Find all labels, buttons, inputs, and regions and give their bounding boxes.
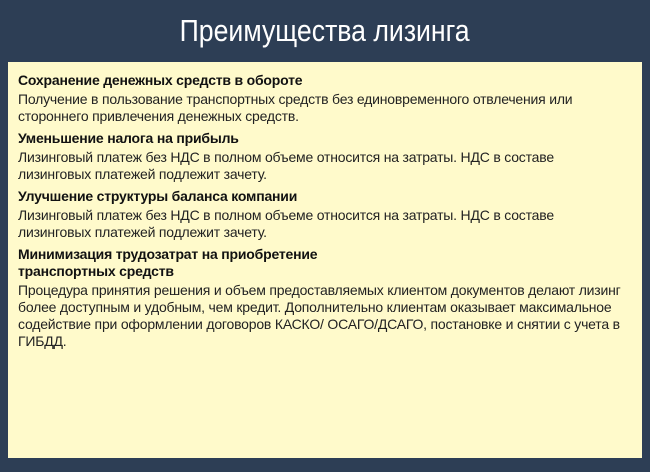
section-labor-costs (18, 246, 630, 350)
content-panel (8, 62, 642, 458)
section-working-capital (18, 72, 630, 125)
section-title: Улучшение структуры баланса компании (18, 188, 298, 204)
footer-bar (0, 458, 650, 472)
header-bar (0, 0, 650, 62)
section-text: Лизинговый платеж без НДС в полном объеме относится на затраты. НДС в составе лизинговых платежей подлежит зачету. (18, 149, 554, 182)
page-title: Преимущества лизинга (179, 13, 471, 48)
section-profit-tax (18, 130, 630, 183)
section-title: Уменьшение налога на прибыль (18, 130, 239, 146)
section-title: Сохранение денежных средств в обороте (18, 72, 303, 88)
section-text: Процедура принятия решения и объем предоставляемых клиентом документов делают лизинг более доступным и удобным, чем кредит. Дополнительно клиентам оказывает максимальное содействие при оформлении договоров КАСКО/ ОСАГО/ДСАГО, постановке и снятии с учета в ГИБДД. (18, 282, 621, 349)
section-title: Минимизация трудозатрат на приобретение транспортных средств (18, 246, 318, 279)
section-balance-structure (18, 188, 630, 241)
section-text: Получение в пользование транспортных средств без единовременного отвлечения или стороннего привлечения денежных средств. (18, 91, 573, 124)
section-text: Лизинговый платеж без НДС в полном объеме относится на затраты. НДС в составе лизинговых платежей подлежит зачету. (18, 207, 554, 240)
